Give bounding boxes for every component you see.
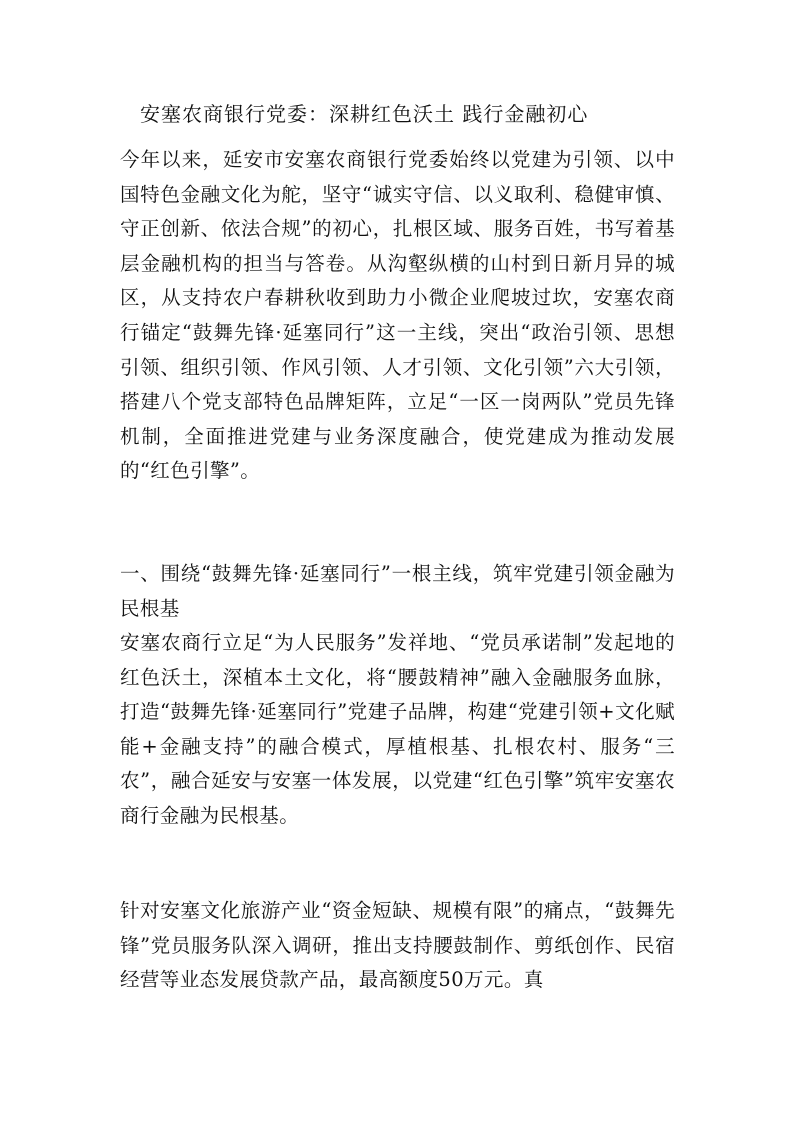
paragraph-section-1: 安塞农商行立足“为人民服务”发祥地、“党员承诺制”发起地的红色沃土，深植本土文化，将“腰鼓精神”融入金融服务血脉，打造“鼓舞先锋·延塞同行”党建子品牌，构建“党建引领+文化赋能+金融支持”的融合模式，厚植根基、扎根农村、服务“三农”，融合延安与安塞一体发展，以党建“红色引擎”筑牢安塞农商行金融为民根基。 — [120, 631, 675, 827]
document-title: 安塞农商银行党委：深耕红色沃土 践行金融初心 — [140, 102, 589, 126]
section-heading-1: 一、围绕“鼓舞先锋·延塞同行”一根主线，筑牢党建引领金融为民根基 — [120, 562, 675, 620]
paragraph-section-1-cont: 针对安塞文化旅游产业“资金短缺、规模有限”的痛点，“鼓舞先锋”党员服务队深入调研，推出支持腰鼓制作、剪纸创作、民宿经营等业态发展贷款产品，最高额度50万元。真 — [120, 899, 675, 992]
paragraph-intro: 今年以来，延安市安塞农商银行党委始终以党建为引领、以中国特色金融文化为舵，坚守“诚实守信、以义取利、稳健审慎、守正创新、依法合规”的初心，扎根区域、服务百姓，书写着基层金融机构的担当与答卷。从沟壑纵横的山村到日新月异的城区，从支持农户春耕秋收到助力小微企业爬坡过坎，安塞农商行锚定“鼓舞先锋·延塞同行”这一主线，突出“政治引领、思想引领、组织引领、作风引领、人才引领、文化引领”六大引领，搭建八个党支部特色品牌矩阵，立足“一区一岗两队”党员先锋机制，全面推进党建与业务深度融合，使党建成为推动发展的“红色引擎”。 — [120, 148, 675, 483]
